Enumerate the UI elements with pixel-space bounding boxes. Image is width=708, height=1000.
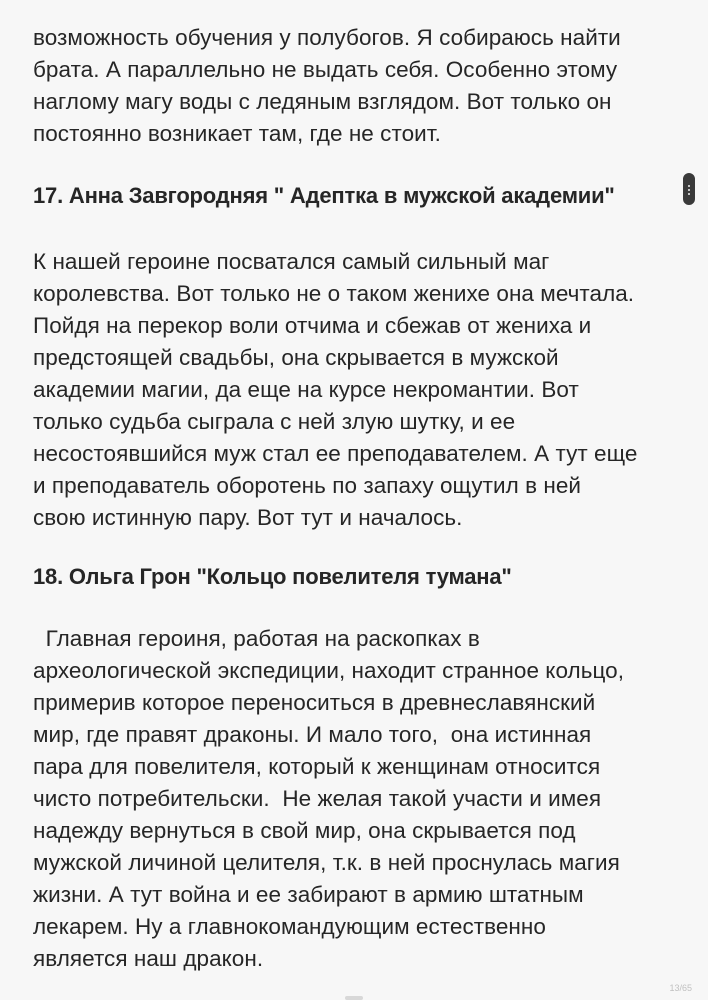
grip-dot-icon [688, 189, 690, 191]
paragraph-17-line-5: академии магии, да еще на курсе некромантии. Вот [33, 377, 579, 402]
grip-dot-icon [688, 193, 690, 195]
paragraph-17-line-4: предстоящей свадьбы, она скрывается в мужской [33, 345, 559, 370]
heading-17: 17. Анна Завгородняя " Адептка в мужской академии" [33, 183, 615, 208]
heading-18: 18. Ольга Грон "Кольцо повелителя тумана" [33, 564, 512, 589]
paragraph-top-line-3: наглому магу воды с ледяным взглядом. Вот только он [33, 89, 612, 114]
paragraph-18-line-6: чисто потребительски. Не желая такой участи и имея [33, 786, 602, 811]
page-indicator: 13/65 [669, 983, 692, 993]
paragraph-18-line-8: мужской личиной целителя, т.к. в ней проснулась магия [33, 850, 620, 875]
paragraph-18-line-4: мир, где правят драконы. И мало того, она истинная [33, 722, 592, 747]
paragraph-18-line-10: лекарем. Ну а главнокомандующим естественно [33, 914, 546, 939]
paragraph-17-line-7: несостоявшийся муж стал ее преподавателем. А тут еще [33, 441, 638, 466]
paragraph-17-line-3: Пойдя на перекор воли отчима и сбежав от жениха и [33, 313, 592, 338]
paragraph-18-line-7: надежду вернуться в свой мир, она скрывается под [33, 818, 576, 843]
grip-dot-icon [688, 185, 690, 187]
paragraph-18-line-3: примерив которое переноситься в древнеславянский [33, 690, 596, 715]
paragraph-17-line-1: К нашей героине посватался самый сильный маг [33, 249, 550, 274]
paragraph-17-line-8: и преподаватель оборотень по запаху ощутил в ней [33, 473, 582, 498]
paragraph-top-line-1: возможность обучения у полубогов. Я собираюсь найти [33, 25, 621, 50]
paragraph-18-line-2: археологической экспедиции, находит странное кольцо, [33, 658, 625, 683]
paragraph-17-line-9: свою истинную пару. Вот тут и началось. [33, 505, 463, 530]
paragraph-18-line-11: является наш дракон. [33, 946, 264, 971]
paragraph-17-line-6: только судьба сыграла с ней злую шутку, и ее [33, 409, 516, 434]
paragraph-18-line-1: Главная героиня, работая на раскопках в [33, 626, 480, 651]
paragraph-top-line-2: брата. А параллельно не выдать себя. Особенно этому [33, 57, 618, 82]
paragraph-17-line-2: королевства. Вот только не о таком женихе она мечтала. [33, 281, 635, 306]
bottom-drag-handle[interactable] [345, 996, 363, 1000]
paragraph-18-line-5: пара для повелителя, который к женщинам относится [33, 754, 601, 779]
paragraph-18-line-9: жизни. А тут война и ее забирают в армию штатным [33, 882, 584, 907]
paragraph-top-line-4: постоянно возникает там, где не стоит. [33, 121, 441, 146]
scrollbar-thumb[interactable] [683, 173, 695, 205]
